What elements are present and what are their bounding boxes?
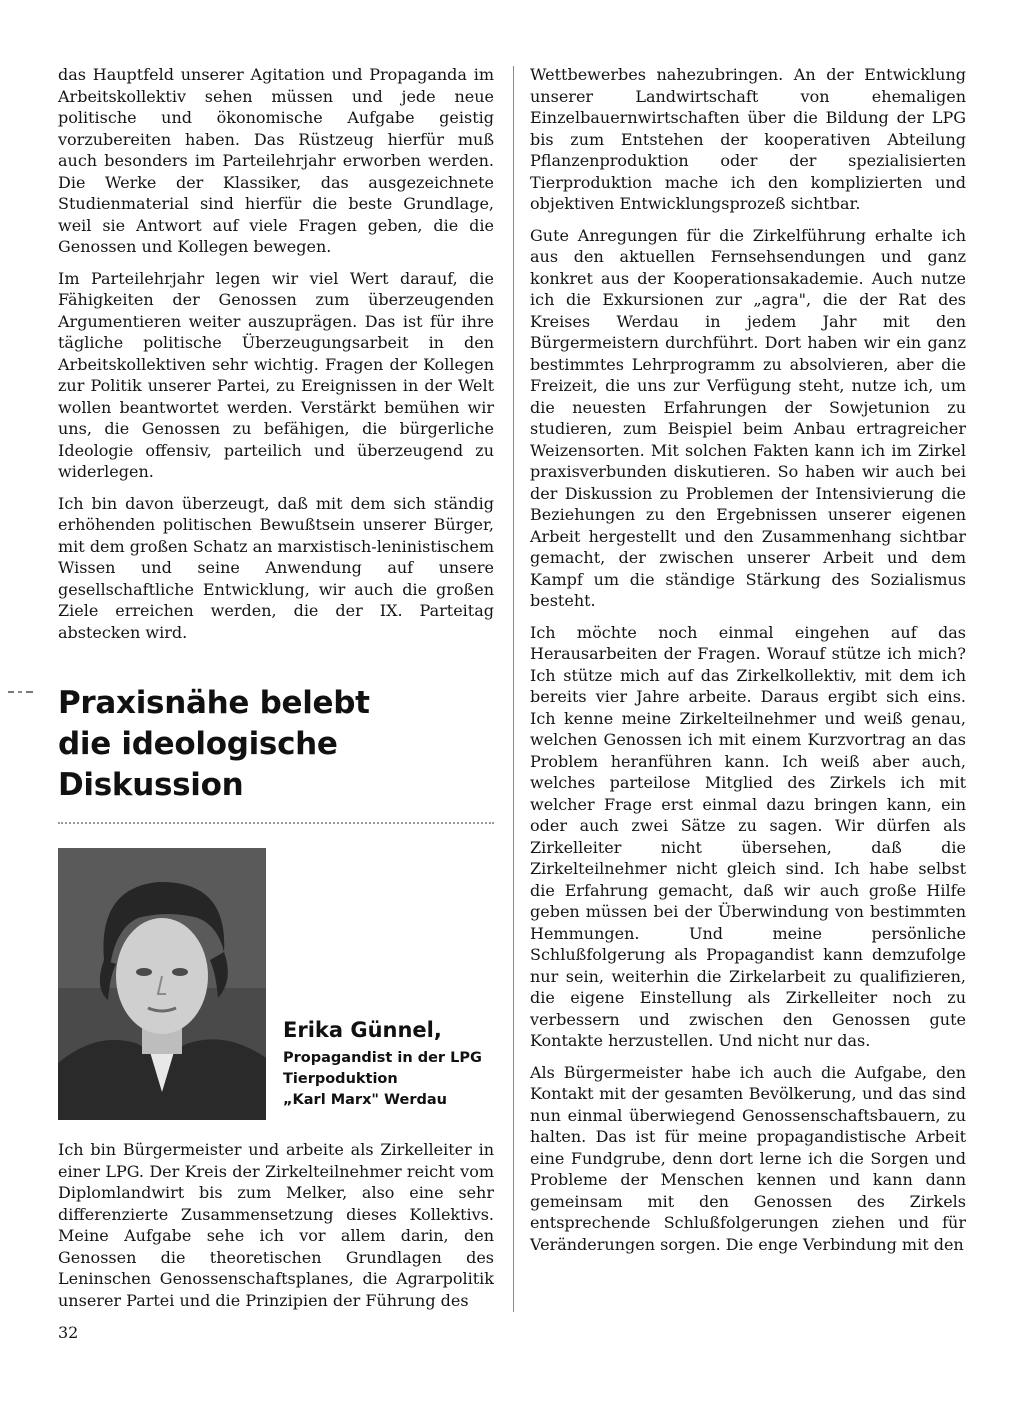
headline-rule xyxy=(58,822,494,824)
column-divider xyxy=(513,66,514,1312)
author-block xyxy=(58,848,494,1123)
author-byline xyxy=(283,1016,503,1111)
paragraph: Ich bin Bürgermeister und arbeite als Zirkelleiter in einer LPG. Der Kreis der Zirkelteilnehmer reicht vom Diplomlandwirt bis zum Melker, also eine sehr differenzierte Zusammensetzung dieses Kollektivs. Meine Aufgabe sehe ich vor allem darin, den Genossen die theoretischen Grundlagen des Leninschen Genossenschaftsplanes, die Agrarpolitik unserer Partei und die Prinzipien der Führung des xyxy=(58,1140,494,1310)
paragraph: Wettbewerbes nahezubringen. An der Entwicklung unserer Landwirtschaft von ehemaligen Einzelbauernwirtschaften über die Bildung der LPG bis zum Entstehen der kooperativen Abteilung Pflanzenproduktion oder der spezialisierten Tierproduktion mache ich den komplizierten und objektiven Entwicklungsprozeß sichtbar. xyxy=(530,65,966,213)
author-name: Erika Günnel, xyxy=(283,1018,442,1042)
author-role-line: Propagandist in der LPG xyxy=(283,1050,482,1066)
paragraph: das Hauptfeld unserer Agitation und Propaganda im Arbeitskollektiv sehen müssen und jede neue politische und ökonomische Aufgabe geistig vorzubereiten haben. Das Rüstzeug hierfür muß auch besonders im Parteilehrjahr erworben werden. Die Werke der Klassiker, das ausgezeichnete Studienmaterial sind hierfür die beste Grundlage, weil sie Antwort auf viele Fragen geben, die die Genossen und Kollegen bewegen. xyxy=(58,65,494,256)
portrait-illustration xyxy=(58,848,266,1120)
paragraph: Ich bin davon überzeugt, daß mit dem sich ständig erhöhenden politischen Bewußtsein unserer Bürger, mit dem großen Schatz an marxistisch-leninistischem Wissen und seine Anwendung auf unsere gesellschaftliche Entwicklung, wir auch die großen Ziele erreichen werden, die der IX. Parteitag abstecken wird. xyxy=(58,493,494,642)
paragraph: Gute Anregungen für die Zirkelführung erhalte ich aus den aktuellen Fernsehsendungen und ganz konkret aus der Kooperationsakademie. Auch nutze ich die Exkursionen zur „agra", die der Rat des Kreises Werdau in jedem Jahr mit den Bürgermeistern durchführt. Dort haben wir ein ganz bestimmtes Lehrprogramm zu absolvieren, aber die Freizeit, die uns zur Verfügung steht, nutze ich, um die neuesten Erfahrungen der Sowjetunion zu studieren, zum Beispiel beim Anbau ertragreicher Weizensorten. Mit solchen Fakten kann ich im Zirkel praxisverbunden diskutieren. So haben wir auch bei der Diskussion zu Problemen der Intensivierung die Beziehungen zu den Ergebnissen unserer eigenen Arbeit hergestellt und den Zusammenhang sichtbar gemacht, der zwischen unserer Arbeit und dem Kampf um die ständige Stärkung des Sozialismus besteht. xyxy=(530,225,966,610)
right-column xyxy=(530,64,966,1265)
paragraph: Im Parteilehrjahr legen wir viel Wert darauf, die Fähigkeiten der Genossen zum überzeugenden Argumentieren weiter auszuprägen. Das ist für ihre tägliche politische Überzeugungsarbeit in den Arbeitskollektiven sehr wichtig. Fragen der Kollegen zur Politik unserer Partei, zu Ereignissen in der Welt wollen beantwortet werden. Verstärkt bemühen wir uns, die Genossen zu befähigen, die bürgerliche Ideologie offensiv, parteilich und überzeugend zu widerlegen. xyxy=(58,268,494,481)
author-role-line: Tierpoduktion xyxy=(283,1071,398,1087)
author-role-line: „Karl Marx" Werdau xyxy=(283,1092,447,1108)
paragraph: Als Bürgermeister habe ich auch die Aufgabe, den Kontakt mit der gesamten Bevölkerung, und das sind nun einmal überwiegend Genossenschaftsbauern, zu halten. Das ist für meine propagandistische Arbeit eine Fundgrube, denn dort lerne ich die Sorgen und Probleme der Menschen kennen und kann dann gemeinsam mit den Genossen des Zirkels entsprechende Schlußfolgerungen ziehen und für Veränderungen sorgen. Die enge Verbindung mit den xyxy=(530,1062,966,1254)
body-text-left xyxy=(58,1139,494,1311)
left-column xyxy=(58,64,494,1321)
author-portrait xyxy=(58,848,266,1120)
intro-text xyxy=(58,64,494,643)
page-number: 32 xyxy=(58,1323,79,1342)
paragraph: Ich möchte noch einmal eingehen auf das Herausarbeiten der Fragen. Worauf stütze ich mich? Ich stütze mich auf das Zirkelkollektiv, mit dem ich bereits vier Jahre arbeite. Daraus ergibt sich eins. Ich kenne meine Zirkelteilnehmer und weiß genau, welchen Genossen ich mit einem Kurzvortrag an das Problem heranführen kann. Ich weiß aber auch, welches parteilose Mitglied des Zirkels ich mit welcher Frage erst einmal dazu bringen kann, ein oder auch zwei Sätze zu sagen. Wir dürfen als Zirkelleiter nicht übersehen, daß die Zirkelteilnehmer nicht gleich sind. Ich habe selbst die Erfahrung gemacht, daß wir auch große Hilfe geben müssen bei der Überwindung von bestimmten Hemmungen. Und meine persönliche Schlußfolgerung als Propagandist kann demzufolge nur sein, weiterhin die Zirkelarbeit zu qualifizieren, die eigene Einstellung als Zirkelleiter noch zu verbessern und zwischen den Genossen gute Kontakte herzustellen. Und nicht nur das. xyxy=(530,622,966,1050)
print-smudge xyxy=(8,690,34,694)
article-headline xyxy=(58,683,494,806)
headline-line-1: Praxisnähe belebt xyxy=(58,685,370,721)
headline-line-2: die ideologische Diskussion xyxy=(58,726,338,803)
